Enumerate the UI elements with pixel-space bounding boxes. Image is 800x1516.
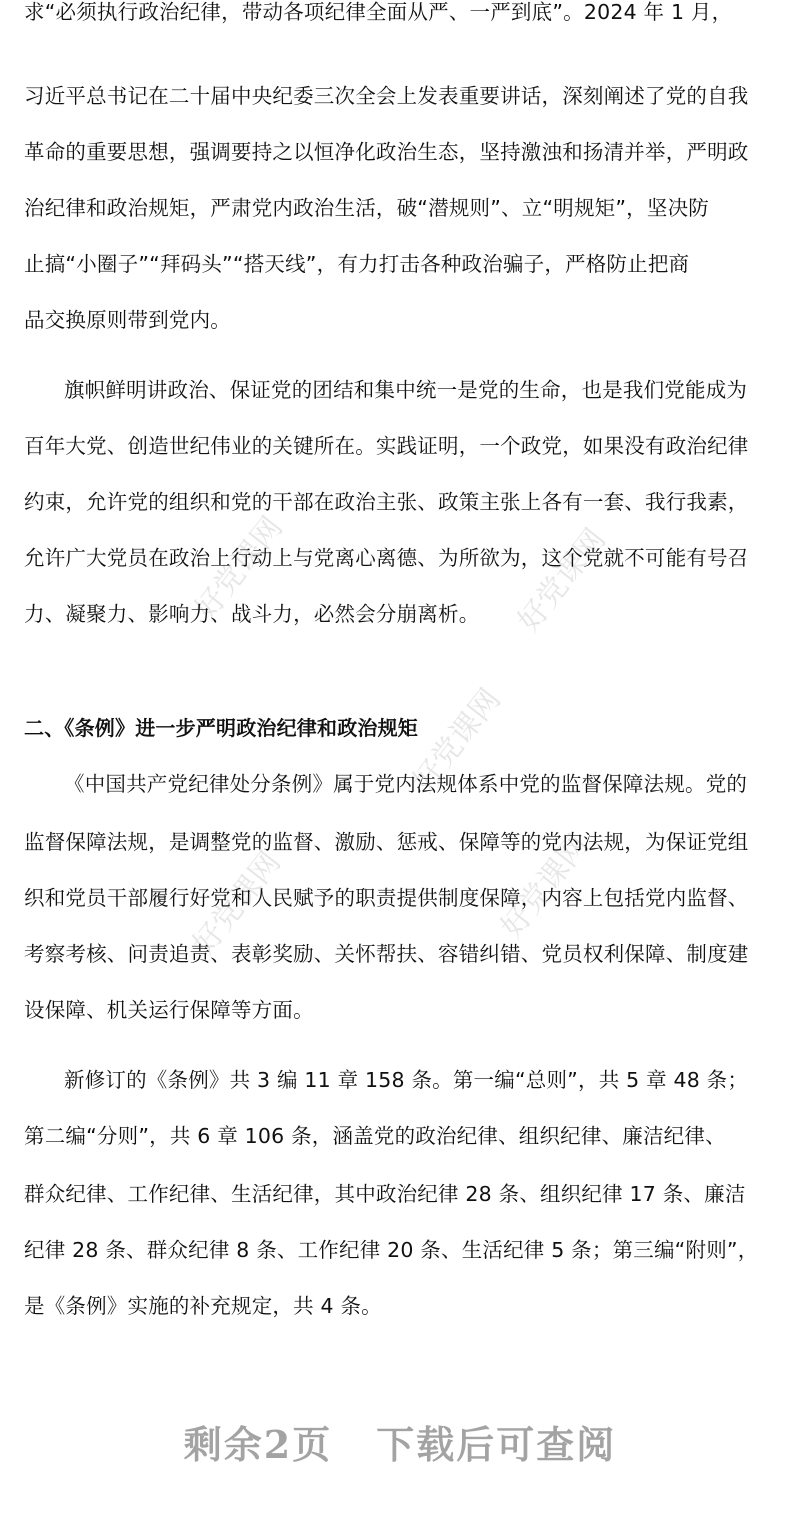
paragraph-line: 第二编“分则”，共 6 章 106 条，涵盖党的政治纪律、组织纪律、廉洁纪律、	[24, 1124, 726, 1148]
paragraph-line: 新修订的《条例》共 3 编 11 章 158 条。第一编“总则”，共 5 章 48 条；	[64, 1068, 749, 1092]
paragraph-line: 监督保障法规，是调整党的监督、激励、惩戒、保障等的党内法规，为保证党组	[24, 830, 749, 854]
paragraph-line: 求“必须执行政治纪律，带动各项纪律全面从严、一严到底”。2024 年 1 月，	[24, 0, 733, 24]
paragraph-line: 旗帜鲜明讲政治、保证党的团结和集中统一是党的生命，也是我们党能成为	[64, 378, 748, 402]
paragraph-line: 习近平总书记在二十届中央纪委三次全会上发表重要讲话，深刻阐述了党的自我	[24, 84, 749, 108]
paragraph-line: 约束，允许党的组织和党的干部在政治主张、政策主张上各有一套、我行我素，	[24, 490, 749, 514]
paragraph-line: 考察考核、问责追责、表彰奖励、关怀帮扶、容错纠错、党员权利保障、制度建	[24, 942, 749, 966]
watermark: 好党课网	[406, 682, 508, 799]
paragraph-line: 群众纪律、工作纪律、生活纪律，其中政治纪律 28 条、组织纪律 17 条、廉洁	[24, 1182, 746, 1206]
paragraph-line: 治纪律和政治规矩，严肃党内政治生活，破“潜规则”、立“明规矩”，坚决防	[24, 196, 709, 220]
paragraph-line: 革命的重要思想，强调要持之以恒净化政治生态，坚持激浊和扬清并举，严明政	[24, 140, 749, 164]
watermark: 好党课网	[494, 828, 596, 945]
watermark: 好党课网	[186, 845, 288, 962]
paragraph-line: 止搞“小圈子”“拜码头”“搭天线”，有力打击各种政治骗子，严格防止把商	[24, 252, 690, 276]
paragraph-line: 力、凝聚力、影响力、战斗力，必然会分崩离析。	[24, 602, 480, 626]
paragraph-line: 是《条例》实施的补充规定，共 4 条。	[24, 1294, 382, 1318]
paragraph-line: 百年大党、创造世纪伟业的关键所在。实践证明，一个政党，如果没有政治纪律	[24, 434, 749, 458]
paragraph-line: 设保障、机关运行保障等方面。	[24, 998, 314, 1022]
section-heading: 二、《条例》进一步严明政治纪律和政治规矩	[24, 716, 418, 740]
remaining-pages-label: 剩余2页	[183, 1422, 333, 1467]
watermark: 好党课网	[188, 510, 290, 627]
paragraph-line: 允许广大党员在政治上行动上与党离心离德、为所欲为，这个党就不可能有号召	[24, 546, 749, 570]
download-to-view-label[interactable]: 下载后可查阅	[376, 1422, 617, 1467]
paragraph-line: 织和党员干部履行好党和人民赋予的职责提供制度保障，内容上包括党内监督、	[24, 886, 749, 910]
watermark: 好党课网	[511, 522, 613, 639]
paragraph-line: 品交换原则带到党内。	[24, 308, 231, 332]
paragraph-line: 《中国共产党纪律处分条例》属于党内法规体系中党的监督保障法规。党的	[64, 772, 748, 796]
paragraph-line: 纪律 28 条、群众纪律 8 条、工作纪律 20 条、生活纪律 5 条；第三编“附则”，	[24, 1238, 759, 1262]
download-to-view-banner[interactable]	[0, 1414, 800, 1469]
